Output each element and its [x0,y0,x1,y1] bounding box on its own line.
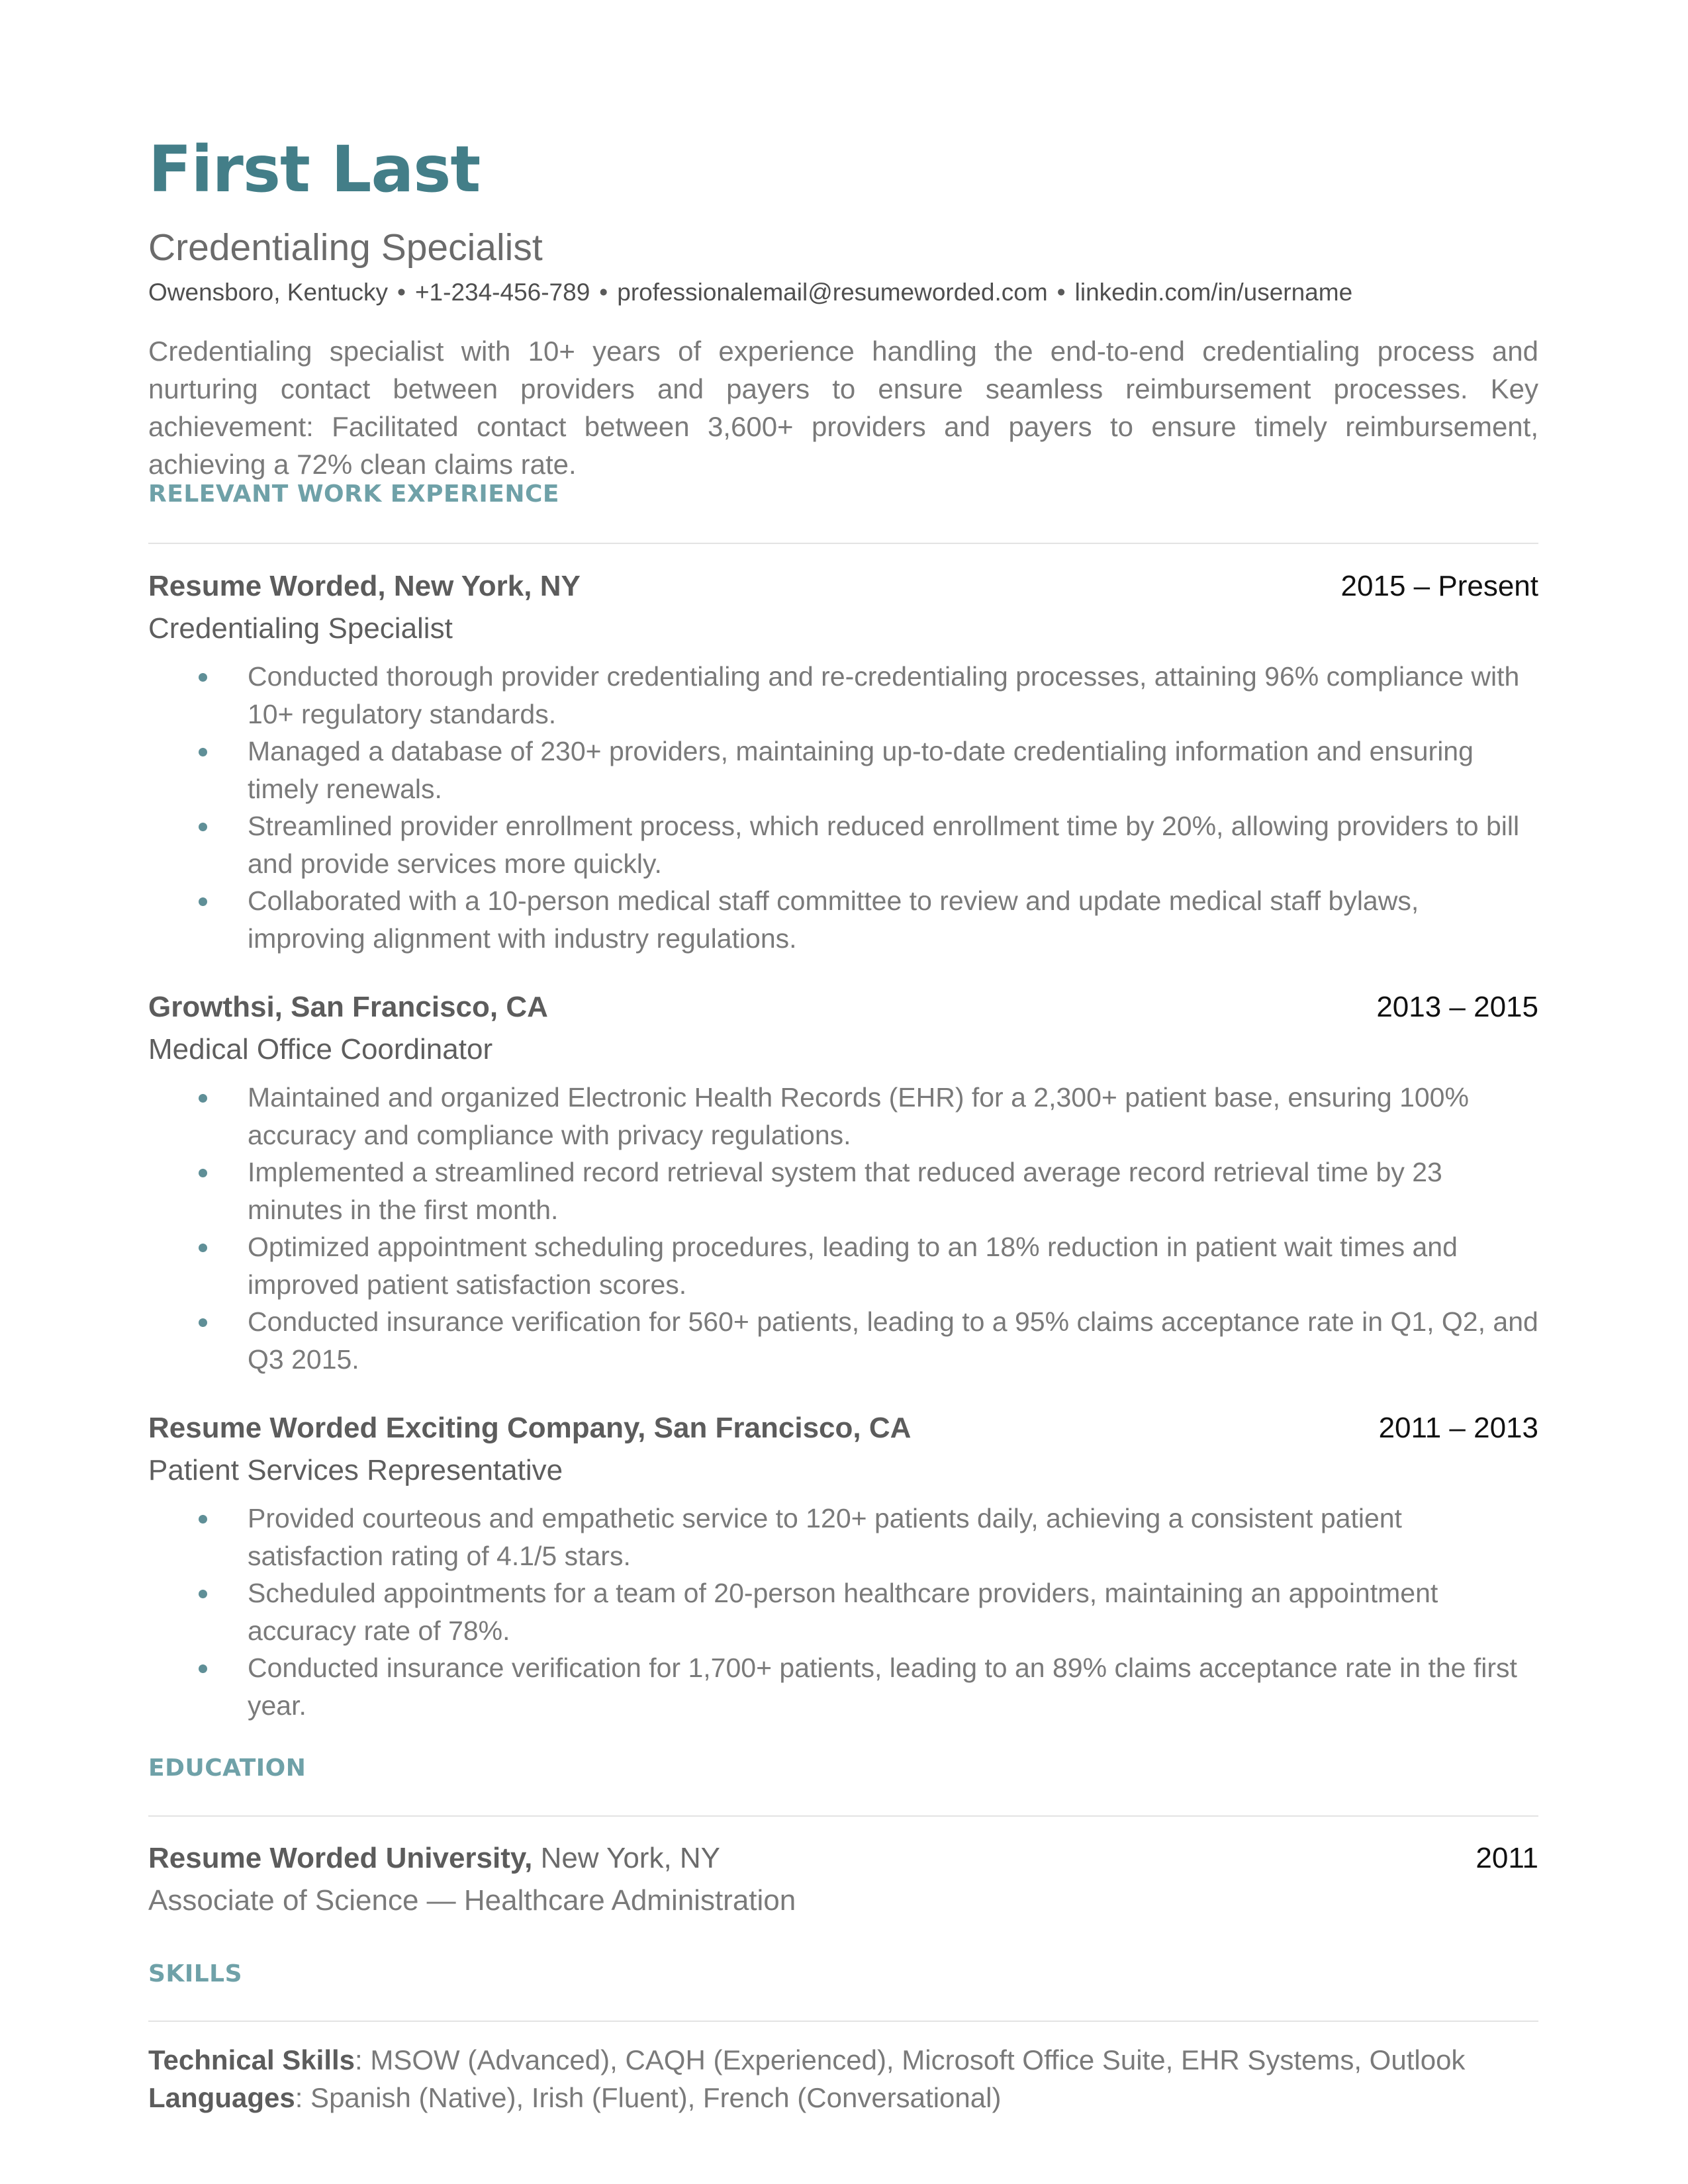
education-degree: Associate of Science — Healthcare Administration [148,1884,796,1917]
bullet-text: Implemented a streamlined record retrieval system that reduced average record retrieval time by 23 minutes in the first month. [248,1157,1442,1225]
job-bullet [148,733,1538,807]
job-bullet [148,658,1538,733]
section-heading-experience: RELEVANT WORK EXPERIENCE [148,480,559,508]
bullet-dot [199,1169,207,1177]
job-bullet [148,1574,1538,1649]
job-bullets [148,1500,1538,1724]
education-year: 2011 [1476,1842,1538,1874]
candidate-name: First Last [148,132,481,206]
bullet-text: Provided courteous and empathetic service to 120+ patients daily, achieving a consistent patient satisfaction rating of 4.1/5 stars. [248,1503,1402,1571]
contact-separator: • [599,279,608,306]
job-bullet [148,1228,1538,1303]
job-dates: 2015 – Present [1340,570,1538,602]
education-location: New York, NY [540,1842,721,1874]
job-role: Credentialing Specialist [148,612,453,645]
job-company: Resume Worded, New York, NY [148,570,581,602]
bullet-dot [199,1318,207,1327]
bullet-text: Streamlined provider enrollment process, which reduced enrollment time by 20%, allowing providers to bill and provide services more quickly. [248,811,1520,879]
job-bullets [148,1079,1538,1378]
bullet-text: Scheduled appointments for a team of 20-person healthcare providers, maintaining an appointment accuracy rate of 78%. [248,1578,1438,1646]
bullet-dot [199,1244,207,1252]
contact-location: Owensboro, Kentucky [148,279,388,306]
education-header [148,1837,1538,1880]
job-bullet [148,1500,1538,1574]
section-heading-skills: SKILLS [148,1960,243,1987]
section-heading-education: EDUCATION [148,1754,306,1782]
bullet-text: Conducted thorough provider credentialing and re-credentialing processes, attaining 96% compliance with 10+ regulatory standards. [248,661,1520,729]
job-dates: 2011 – 2013 [1378,1412,1538,1444]
contact-separator: • [397,279,406,306]
section-divider [148,1815,1538,1817]
job-dates: 2013 – 2015 [1376,991,1538,1023]
job-company: Resume Worded Exciting Company, San Francisco, CA [148,1412,912,1444]
job-bullet [148,882,1538,957]
section-divider [148,543,1538,544]
education-school: Resume Worded University, [148,1842,533,1874]
skills-technical [148,2041,1538,2079]
job-header [148,1407,1538,1449]
contact-linkedin: linkedin.com/in/username [1074,279,1353,306]
summary: Credentialing specialist with 10+ years of experience handling the end-to-end credentialing process and nurturing contact between providers and payers to ensure seamless reimbursement processes. Key achievement: Facilitated contact between 3,600+ providers and payers to ensure timely reimbursement, achieving a 72% clean claims rate. [148,336,1538,480]
job-company: Growthsi, San Francisco, CA [148,991,548,1023]
bullet-dot [199,823,207,831]
education-entry [148,1837,1538,1922]
bullet-dot [199,1094,207,1103]
bullet-text: Optimized appointment scheduling procedures, leading to an 18% reduction in patient wait times and improved patient satisfaction scores. [248,1232,1458,1300]
bullet-dot [199,748,207,756]
skills-languages-value: : Spanish (Native), Irish (Fluent), French (Conversational) [295,2082,1002,2113]
skills-languages-label: Languages [148,2082,295,2113]
skills-list [148,2041,1538,2116]
job-bullet [148,807,1538,882]
job-bullet [148,1079,1538,1154]
job-bullet [148,1154,1538,1228]
bullet-dot [199,1664,207,1673]
education-institution [148,1837,720,1880]
job-role: Medical Office Coordinator [148,1033,493,1066]
job-entry [148,565,1538,957]
contact-line [148,274,1352,311]
contact-email: professionalemail@resumeworded.com [617,279,1048,306]
bullet-text: Collaborated with a 10-person medical staff committee to review and update medical staff bylaws, improving alignment with industry regulations. [248,886,1419,954]
candidate-title: Credentialing Specialist [148,226,543,269]
bullet-text: Conducted insurance verification for 1,700+ patients, leading to an 89% claims acceptance rate in the first year. [248,1653,1517,1721]
job-role: Patient Services Representative [148,1454,563,1486]
job-entry [148,1407,1538,1724]
section-divider [148,2021,1538,2022]
skills-technical-label: Technical Skills [148,2044,355,2075]
skills-technical-value: : MSOW (Advanced), CAQH (Experienced), Microsoft Office Suite, EHR Systems, Outlook [355,2044,1466,2075]
job-header [148,565,1538,608]
job-bullet [148,1303,1538,1378]
contact-phone: +1-234-456-789 [414,279,590,306]
job-header [148,986,1538,1028]
bullet-dot [199,1590,207,1598]
bullet-dot [199,1515,207,1524]
bullet-text: Managed a database of 230+ providers, maintaining up-to-date credentialing information and ensuring timely renewals. [248,736,1474,804]
job-bullet [148,1649,1538,1724]
bullet-dot [199,673,207,682]
contact-separator: • [1056,279,1066,306]
job-entry [148,986,1538,1378]
bullet-text: Maintained and organized Electronic Health Records (EHR) for a 2,300+ patient base, ensuring 100% accuracy and compliance with privacy regulations. [248,1082,1469,1150]
bullet-text: Conducted insurance verification for 560+ patients, leading to a 95% claims acceptance rate in Q1, Q2, and Q3 2015. [248,1306,1538,1375]
bullet-dot [199,897,207,906]
skills-languages [148,2079,1538,2116]
job-bullets [148,658,1538,957]
